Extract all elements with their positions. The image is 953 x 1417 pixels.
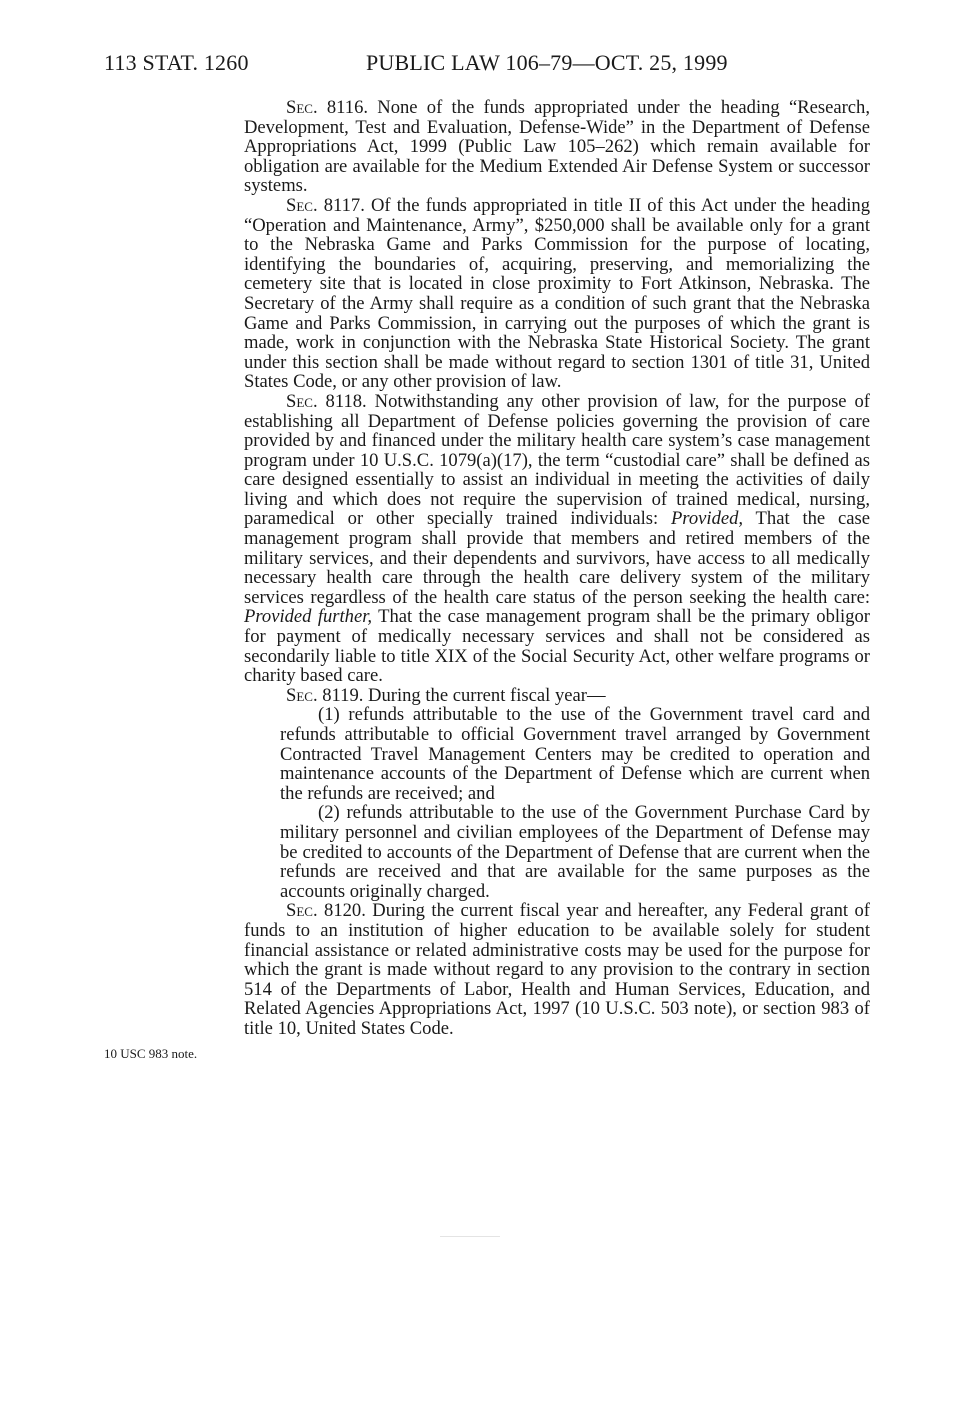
section-8119 xyxy=(244,686,870,706)
sec-label: Sec. xyxy=(286,194,318,216)
section-8118 xyxy=(244,392,870,686)
section-text: That the case management program shall be the primary obligor for payment of medically necessary services and shall not be considered as secondarily liable to title XIX of the Social Security Act, other welfare programs or charity based care. xyxy=(244,606,870,687)
section-text: 8118. Notwithstanding any other provision of law, for the purpose of establishing all Department of Defense policies governing the provision of care provided by and financed under the military health care system’s case management program under 10 U.S.C. 1079(a)(17), the term “custodial care” shall be defined as care designed essentially to assist an individual in meeting the activities of daily living and which does not require the supervision of trained medical, nursing, paramedical or other specially trained individuals: xyxy=(244,390,870,530)
section-8120 xyxy=(244,901,870,1038)
section-text: 8119. During the current fiscal year— xyxy=(317,684,606,706)
section-text: 8117. Of the funds appropriated in title II of this Act under the heading “Operation and Maintenance, Army”, $250,000 shall be available only for a grant to the Nebraska Game and Parks Commission for the purpose of locating, identifying the boundaries of, acquiring, preserving, and memorializing the cemetery site that is located in close proximity to Fort Atkinson, Nebraska. The Secretary of the Army shall require as a condition of such grant that the Nebraska Game and Parks Commission, in carrying out the purposes of which the grant is made, work in conjunction with the Nebraska State Historical Society. The grant under this section shall be made without regard to section 1301 of title 31, United States Code, or any other provision of law. xyxy=(244,194,870,393)
sec-label: Sec. xyxy=(286,684,318,706)
sec-label: Sec. xyxy=(286,390,318,412)
section-text: 8120. During the current fiscal year and hereafter, any Federal grant of funds to an institution of higher education to be available solely for student financial assistance or related administrative costs may be used for the purpose for which the grant is made without regard to any provision to the contrary in section 514 of the Departments of Labor, Health and Human Services, Education, and Related Agencies Appropriations Act, 1997 (10 U.S.C. 503 note), or section 983 of title 10, United States Code. xyxy=(244,900,870,1039)
section-8119-item-1: (1) refunds attributable to the use of the Government travel card and refunds attributable to official Government travel arranged by Government Contracted Travel Management Centers may be credited to operation and maintenance accounts of the Department of Defense which are current when the refunds are received; and xyxy=(280,704,870,804)
page-divider xyxy=(440,1236,500,1237)
law-title: PUBLIC LAW 106–79—OCT. 25, 1999 xyxy=(366,50,728,75)
section-8119-item-2: (2) refunds attributable to the use of the Government Purchase Card by military personnel and civilian employees of the Department of Defense may be credited to accounts of the Department of Defense that are current when the refunds are received and that are available for the same purposes as the accounts originally charged. xyxy=(280,802,870,902)
section-text: That the case management program shall provide that members and retired members of the military services, and their dependents and survivors, have access to all medically necessary health care through the health care delivery system of the military services regardless of the health care status of the person seeking the health care: xyxy=(244,508,870,608)
sec-label: Sec. xyxy=(286,97,318,118)
page-header xyxy=(104,50,728,76)
margin-note: 10 USC 983 note. xyxy=(104,1046,198,1061)
proviso: Provided, xyxy=(670,508,744,530)
document-body xyxy=(244,98,870,1039)
section-8117 xyxy=(244,196,870,392)
section-8116 xyxy=(244,98,870,196)
section-text: 8116. None of the funds appropriated under the heading “Research, Development, Test and Evaluation, Defense-Wide” in the Department of Defense Appropriations Act, 1999 (Public Law 105–262) which remain available for obligation are available for the Medium Extended Air Defense System or successor systems. xyxy=(244,97,870,197)
stat-citation: 113 STAT. 1260 xyxy=(104,50,249,75)
sec-label: Sec. xyxy=(286,900,318,922)
proviso: Provided further, xyxy=(244,606,373,628)
